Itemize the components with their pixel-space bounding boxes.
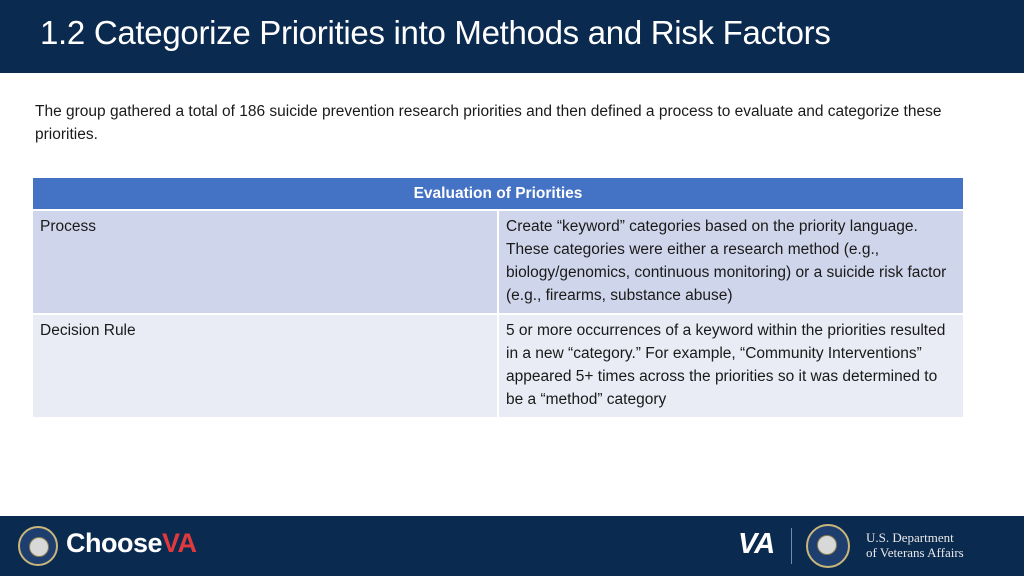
table-header: Evaluation of Priorities (33, 178, 963, 210)
row-text-process: Create “keyword” categories based on the priority language. These categories were either a research method (e.g., biology/genomics, continuous monitoring) or a suicide risk factor (e.g., firearms, substance abuse) (498, 210, 963, 314)
table-row (33, 210, 963, 314)
header-bar (0, 0, 1024, 73)
evaluation-table (33, 178, 963, 417)
choose-va-logo (66, 528, 197, 559)
department-seal-icon (806, 524, 850, 568)
va-logo: VA (738, 528, 775, 560)
dept-line-1: U.S. Department (866, 530, 954, 545)
footer-divider (791, 528, 792, 564)
brand-va: VA (162, 528, 197, 558)
row-label-decision-rule: Decision Rule (33, 314, 498, 417)
dept-line-2: of Veterans Affairs (866, 545, 964, 560)
table-row (33, 314, 963, 417)
slide-title: 1.2 Categorize Priorities into Methods and Risk Factors (40, 14, 831, 51)
intro-paragraph: The group gathered a total of 186 suicide prevention research priorities and then defined a process to evaluate and categorize these priorities. (35, 103, 942, 143)
row-label-process: Process (33, 210, 498, 314)
row-text-decision-rule: 5 or more occurrences of a keyword within the priorities resulted in a new “category.” For example, “Community Interventions” appeared 5+ times across the priorities so it was determined to be a “method” category (498, 314, 963, 417)
department-name (866, 530, 964, 560)
brand-prefix: Choose (66, 528, 163, 558)
footer-bar (0, 516, 1024, 576)
va-seal-icon (18, 526, 58, 566)
